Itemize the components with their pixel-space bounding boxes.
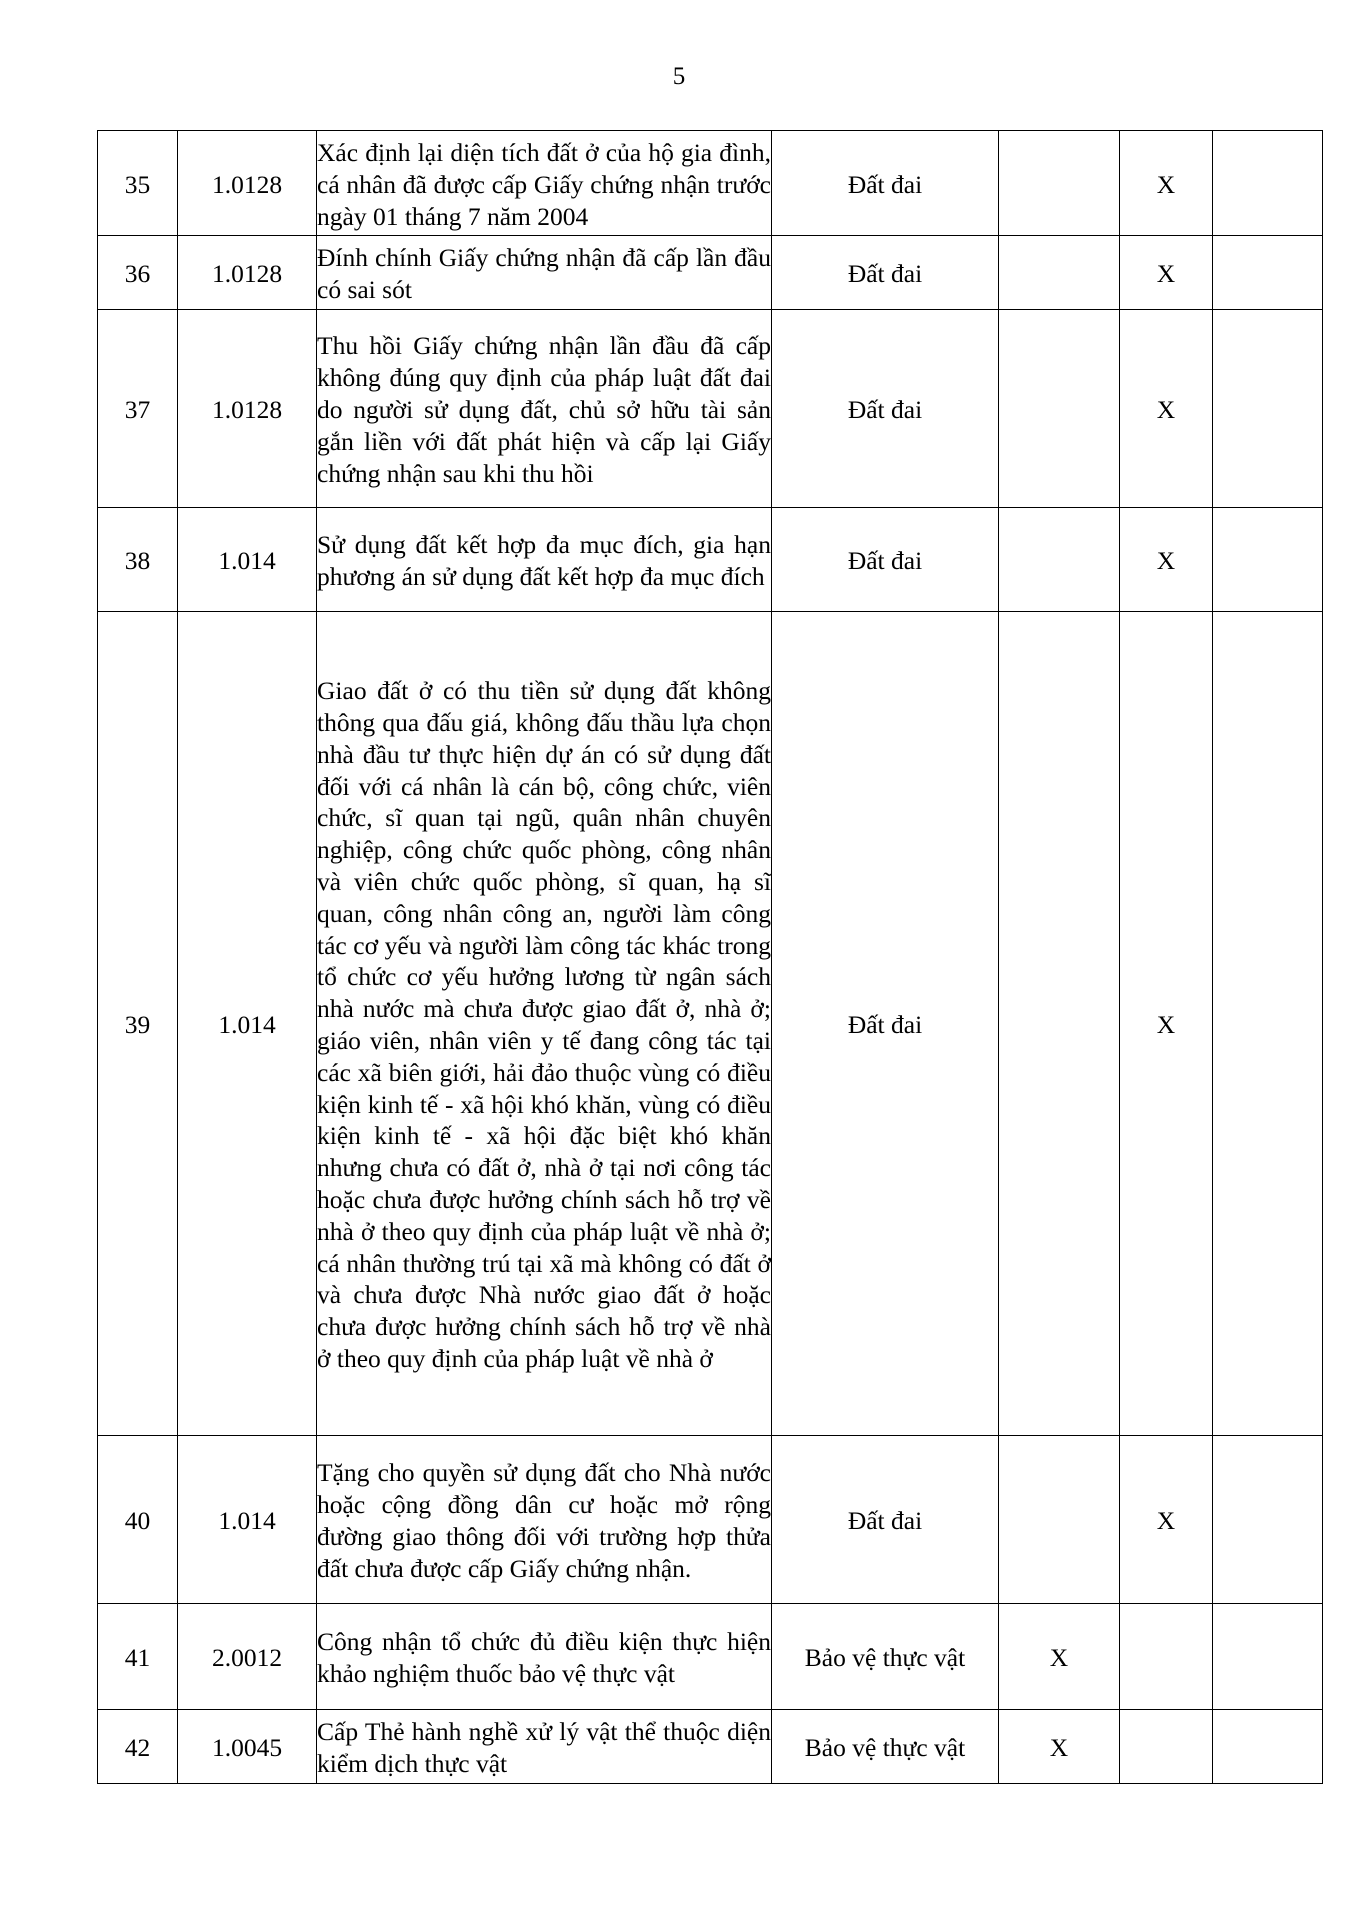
procedure-code: 1.014	[178, 507, 317, 611]
mark-column-2: X	[1120, 236, 1213, 310]
row-number: 35	[98, 131, 178, 236]
table-row	[98, 507, 1323, 611]
mark-column-3	[1213, 611, 1323, 1435]
mark-column-2: X	[1120, 611, 1213, 1435]
table-row	[98, 1603, 1323, 1709]
mark-column-1	[999, 611, 1120, 1435]
table-row	[98, 236, 1323, 310]
mark-column-3	[1213, 131, 1323, 236]
procedure-name: Đính chính Giấy chứng nhận đã cấp lần đầu có sai sót	[317, 236, 772, 310]
procedure-field: Đất đai	[772, 1435, 999, 1603]
mark-column-3	[1213, 309, 1323, 507]
procedure-code: 1.0128	[178, 309, 317, 507]
procedure-name: Giao đất ở có thu tiền sử dụng đất không thông qua đấu giá, không đấu thầu lựa chọn nhà đầu tư thực hiện dự án có sử dụng đất đối với cá nhân là cán bộ, công chức, viên chức, sĩ quan tại ngũ, quân nhân chuyên nghiệp, công chức quốc phòng, công nhân và viên chức quốc phòng, sĩ quan, hạ sĩ quan, công nhân công an, người làm công tác cơ yếu và người làm công tác khác trong tổ chức cơ yếu hưởng lương từ ngân sách nhà nước mà chưa được giao đất ở, nhà ở; giáo viên, nhân viên y tế đang công tác tại các xã biên giới, hải đảo thuộc vùng có điều kiện kinh tế - xã hội khó khăn, vùng có điều kiện kinh tế - xã hội đặc biệt khó khăn nhưng chưa có đất ở, nhà ở tại nơi công tác hoặc chưa được hưởng chính sách hỗ trợ về nhà ở theo quy định của pháp luật về nhà ở; cá nhân thường trú tại xã mà không có đất ở và chưa được Nhà nước giao đất ở hoặc chưa được hưởng chính sách hỗ trợ về nhà ở theo quy định của pháp luật về nhà ở	[317, 611, 772, 1435]
mark-column-3	[1213, 1709, 1323, 1783]
mark-column-1: X	[999, 1709, 1120, 1783]
mark-column-2: X	[1120, 507, 1213, 611]
row-number: 37	[98, 309, 178, 507]
procedure-code: 1.0128	[178, 236, 317, 310]
procedure-name: Sử dụng đất kết hợp đa mục đích, gia hạn phương án sử dụng đất kết hợp đa mục đích	[317, 507, 772, 611]
procedure-name: Thu hồi Giấy chứng nhận lần đầu đã cấp không đúng quy định của pháp luật đất đai do người sử dụng đất, chủ sở hữu tài sản gắn liền với đất phát hiện và cấp lại Giấy chứng nhận sau khi thu hồi	[317, 309, 772, 507]
mark-column-3	[1213, 1603, 1323, 1709]
procedure-code: 1.014	[178, 611, 317, 1435]
mark-column-1	[999, 236, 1120, 310]
mark-column-2: X	[1120, 1435, 1213, 1603]
procedure-name: Xác định lại diện tích đất ở của hộ gia đình, cá nhân đã được cấp Giấy chứng nhận trước ngày 01 tháng 7 năm 2004	[317, 131, 772, 236]
procedure-field: Bảo vệ thực vật	[772, 1709, 999, 1783]
procedure-code: 1.0045	[178, 1709, 317, 1783]
mark-column-2	[1120, 1709, 1213, 1783]
table-row	[98, 309, 1323, 507]
procedure-field: Đất đai	[772, 507, 999, 611]
procedures-table	[97, 130, 1323, 1784]
mark-column-3	[1213, 1435, 1323, 1603]
procedure-code: 2.0012	[178, 1603, 317, 1709]
mark-column-1: X	[999, 1603, 1120, 1709]
row-number: 42	[98, 1709, 178, 1783]
row-number: 39	[98, 611, 178, 1435]
mark-column-3	[1213, 507, 1323, 611]
mark-column-1	[999, 507, 1120, 611]
table-row	[98, 1709, 1323, 1783]
row-number: 36	[98, 236, 178, 310]
mark-column-1	[999, 309, 1120, 507]
procedure-field: Bảo vệ thực vật	[772, 1603, 999, 1709]
row-number: 41	[98, 1603, 178, 1709]
procedure-field: Đất đai	[772, 236, 999, 310]
procedure-code: 1.014	[178, 1435, 317, 1603]
table-row	[98, 611, 1323, 1435]
mark-column-1	[999, 131, 1120, 236]
procedure-field: Đất đai	[772, 131, 999, 236]
procedure-field: Đất đai	[772, 309, 999, 507]
mark-column-1	[999, 1435, 1120, 1603]
procedure-name: Cấp Thẻ hành nghề xử lý vật thể thuộc diện kiểm dịch thực vật	[317, 1709, 772, 1783]
mark-column-2	[1120, 1603, 1213, 1709]
row-number: 38	[98, 507, 178, 611]
table-row	[98, 1435, 1323, 1603]
row-number: 40	[98, 1435, 178, 1603]
mark-column-2: X	[1120, 131, 1213, 236]
procedure-field: Đất đai	[772, 611, 999, 1435]
mark-column-3	[1213, 236, 1323, 310]
page-number: 5	[672, 63, 686, 90]
procedure-name: Tặng cho quyền sử dụng đất cho Nhà nước hoặc cộng đồng dân cư hoặc mở rộng đường giao thông đối với trường hợp thửa đất chưa được cấp Giấy chứng nhận.	[317, 1435, 772, 1603]
table-row	[98, 131, 1323, 236]
procedure-code: 1.0128	[178, 131, 317, 236]
procedure-name: Công nhận tổ chức đủ điều kiện thực hiện khảo nghiệm thuốc bảo vệ thực vật	[317, 1603, 772, 1709]
mark-column-2: X	[1120, 309, 1213, 507]
